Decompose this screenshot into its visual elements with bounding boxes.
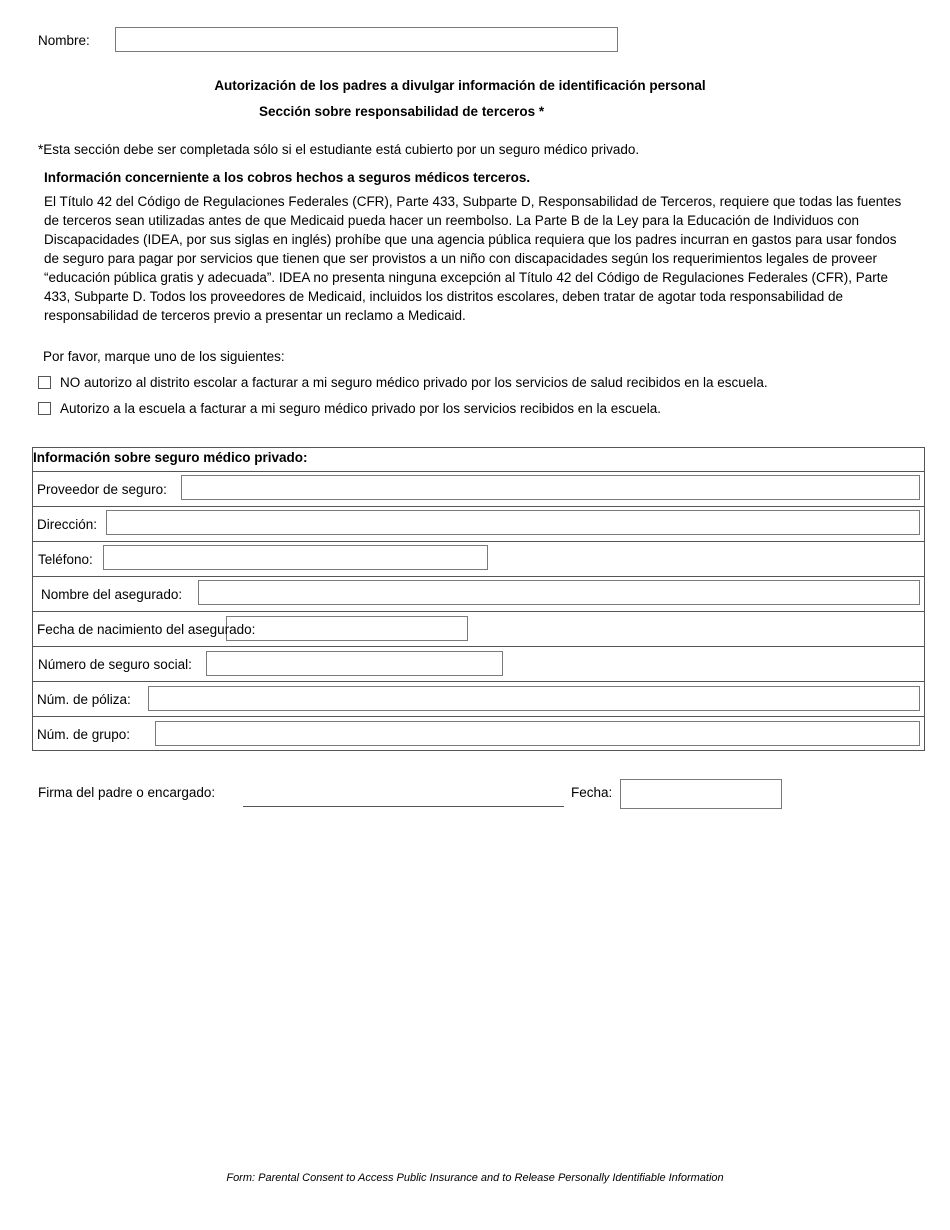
name-label: Nombre: (38, 33, 90, 48)
name-input[interactable] (115, 27, 618, 52)
option-not-authorize-label: NO autorizo al distrito escolar a facturar a mi seguro médico privado por los servicios de salud recibidos en la escuela. (60, 375, 768, 390)
info-paragraph: El Título 42 del Código de Regulaciones Federales (CFR), Parte 433, Subparte D, Responsabilidad de Terceros, requiere que todas las fuentes de terceros sean utilizadas antes de que Medicaid pueda hacer un reembolso. La Parte B de la Ley para la Educación de Individuos con Discapacidades (IDEA, por sus siglas en inglés) prohíbe que una agencia pública requiera que los padres incurran en gastos para usar fondos de seguro para pagar por servicios que tienen que ser provistos a un niño con discapacidades según los requerimientos legales de proveer “educación pública gratis y adecuada”. IDEA no presenta ninguna excepción al Título 42 del Código de Regulaciones Federales (CFR), Parte 433, Subparte D. Todos los proveedores de Medicaid, incluidos los distritos escolares, deben tratar de agotar toda responsabilidad de responsabilidad de terceros previo a presentar un reclamo a Medicaid. (44, 194, 902, 323)
form-footer: Form: Parental Consent to Access Public Insurance and to Release Personally Identifiable Information (226, 1172, 724, 1184)
phone-input[interactable] (103, 545, 488, 570)
row-divider (33, 716, 924, 717)
insured-birthdate-input[interactable] (226, 616, 468, 641)
policy-label: Núm. de póliza: (37, 692, 131, 707)
address-label: Dirección: (37, 517, 98, 532)
option-authorize-label: Autorizo a la escuela a facturar a mi seguro médico privado por los servicios recibidos en la escuela. (60, 401, 662, 416)
phone-label: Teléfono: (38, 552, 93, 567)
row-divider (33, 646, 924, 647)
provider-label: Proveedor de seguro: (37, 482, 167, 497)
insurance-heading: Información sobre seguro médico privado: (33, 450, 308, 465)
row-divider (33, 471, 924, 472)
checkbox-authorize[interactable] (38, 402, 51, 415)
insured-name-label: Nombre del asegurado: (41, 587, 183, 602)
section-title: Sección sobre responsabilidad de terceros * (259, 104, 545, 119)
ssn-label: Número de seguro social: (38, 657, 192, 672)
row-divider (33, 506, 924, 507)
checkbox-not-authorize[interactable] (38, 376, 51, 389)
address-input[interactable] (106, 510, 920, 535)
choice-prompt: Por favor, marque uno de los siguientes: (43, 349, 285, 364)
form-title: Autorización de los padres a divulgar información de identificación personal (214, 78, 706, 93)
provider-input[interactable] (181, 475, 920, 500)
group-label: Núm. de grupo: (37, 727, 131, 742)
date-input[interactable] (620, 779, 782, 809)
insured-name-input[interactable] (198, 580, 920, 605)
group-input[interactable] (155, 721, 920, 746)
row-divider (33, 681, 924, 682)
ssn-input[interactable] (206, 651, 503, 676)
signature-label: Firma del padre o encargado: (38, 785, 216, 800)
info-heading: Información concerniente a los cobros hechos a seguros médicos terceros. (44, 170, 531, 185)
policy-input[interactable] (148, 686, 920, 711)
date-label: Fecha: (571, 785, 613, 800)
insured-birthdate-label: Fecha de nacimiento del asegurado: (37, 622, 256, 637)
row-divider (33, 611, 924, 612)
row-divider (33, 576, 924, 577)
signature-line[interactable] (243, 806, 564, 807)
section-note: *Esta sección debe ser completada sólo si el estudiante está cubierto por un seguro médico privado. (38, 142, 640, 157)
row-divider (33, 541, 924, 542)
